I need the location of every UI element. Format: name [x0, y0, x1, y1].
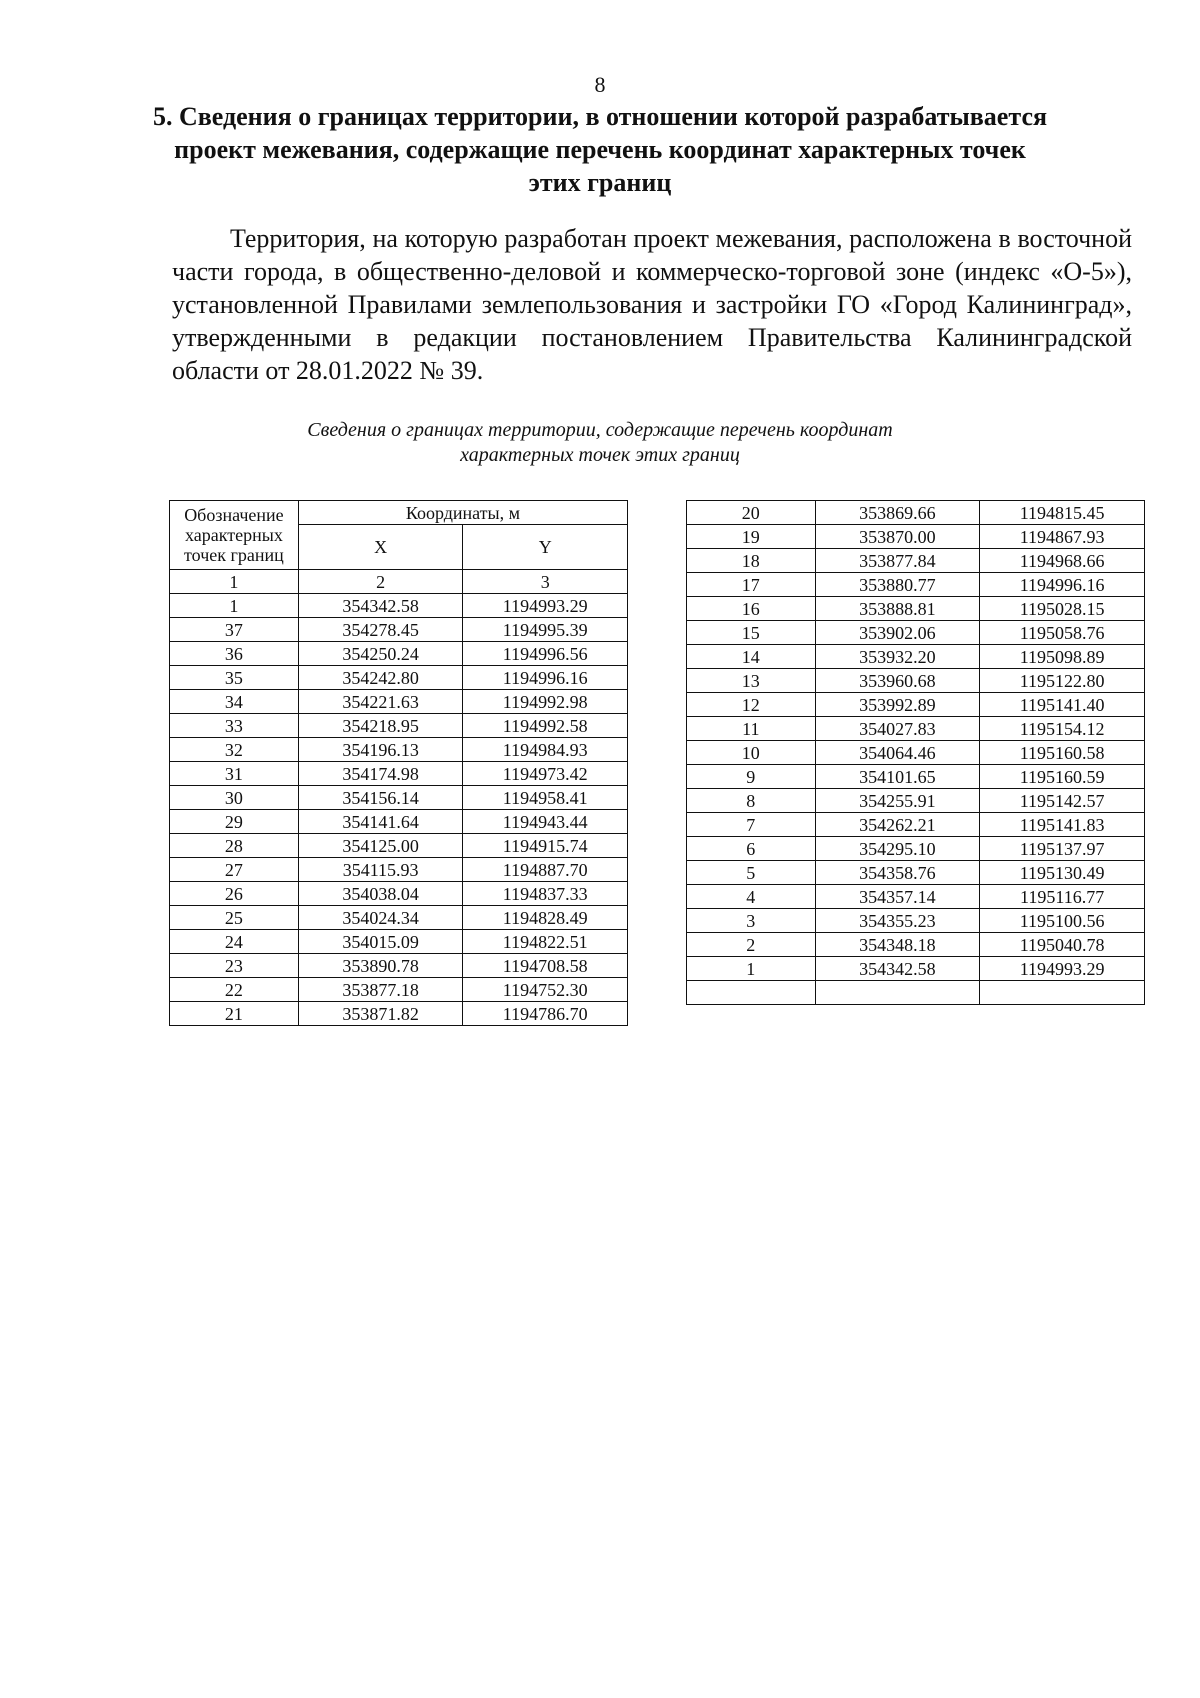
cell-x: 354024.34	[298, 906, 463, 930]
table-row	[170, 690, 628, 714]
cell-point: 24	[170, 930, 299, 954]
cell-y: 1194828.49	[463, 906, 628, 930]
cell-x: 353890.78	[298, 954, 463, 978]
coordinates-table-left	[169, 500, 628, 1026]
cell-y: 1194943.44	[463, 810, 628, 834]
cell-point: 15	[687, 621, 816, 645]
table-row	[170, 642, 628, 666]
cell-point: 35	[170, 666, 299, 690]
cell-y	[980, 981, 1145, 1005]
caption-line-1: Сведения о границах территории, содержащие перечень координат	[307, 419, 893, 441]
table-row	[687, 597, 1145, 621]
section-heading: 5. Сведения о границах территории, в отношении которой разрабатывается проект межевания, содержащие перечень координат характерных точек этих границ	[152, 102, 1048, 197]
table-row	[687, 885, 1145, 909]
page-number: 8	[594, 72, 606, 97]
cell-x: 354242.80	[298, 666, 463, 690]
cell-x: 353888.81	[815, 597, 980, 621]
table-header-row	[170, 501, 628, 525]
cell-y: 1194973.42	[463, 762, 628, 786]
section-number: 5	[152, 102, 166, 131]
cell-x: 353992.89	[815, 693, 980, 717]
table-row	[687, 789, 1145, 813]
cell-x: 354221.63	[298, 690, 463, 714]
cell-x: 354027.83	[815, 717, 980, 741]
cell-point: 34	[170, 690, 299, 714]
table-row	[170, 810, 628, 834]
table-row	[687, 621, 1145, 645]
cell-point: 26	[170, 882, 299, 906]
cell-y: 1195100.56	[980, 909, 1145, 933]
cell-y: 1195142.57	[980, 789, 1145, 813]
cell-x: 354342.58	[815, 957, 980, 981]
table-row	[170, 930, 628, 954]
table-row	[687, 813, 1145, 837]
cell-y: 1195028.15	[980, 597, 1145, 621]
cell-y: 1194708.58	[463, 954, 628, 978]
caption-line-2: характерных точек этих границ	[460, 444, 740, 466]
table-row	[687, 669, 1145, 693]
cell-point: 32	[170, 738, 299, 762]
cell-y: 1195141.40	[980, 693, 1145, 717]
body-paragraph: Территория, на которую разработан проект межевания, расположена в восточной части города, в общественно-деловой и коммерческо-торговой зоне (индекс «О-5»), установленной Правилами землепользования и застройки ГО «Город Калининград», утвержденными в редакции постановлением Правительства Калининградской области от 28.01.2022 № 39.	[172, 224, 1132, 385]
table-row	[170, 714, 628, 738]
table-row	[687, 837, 1145, 861]
cell-x: 353869.66	[815, 501, 980, 525]
table-caption	[250, 418, 950, 468]
header-x: X	[298, 525, 463, 570]
table-row	[687, 861, 1145, 885]
cell-x: 354064.46	[815, 741, 980, 765]
cell-y: 1194837.33	[463, 882, 628, 906]
cell-point: 11	[687, 717, 816, 741]
cell-x: 354255.91	[815, 789, 980, 813]
cell-x	[815, 981, 980, 1005]
cell-y: 1195160.59	[980, 765, 1145, 789]
cell-y: 1194958.41	[463, 786, 628, 810]
cell-y: 1194915.74	[463, 834, 628, 858]
cell-x: 354342.58	[298, 594, 463, 618]
cell-y: 1194867.93	[980, 525, 1145, 549]
table-row	[170, 762, 628, 786]
cell-x: 354115.93	[298, 858, 463, 882]
table-row	[687, 525, 1145, 549]
table-row	[687, 717, 1145, 741]
cell-x: 353932.20	[815, 645, 980, 669]
cell-y: 1195058.76	[980, 621, 1145, 645]
table-row	[687, 957, 1145, 981]
cell-y: 1195141.83	[980, 813, 1145, 837]
cell-x: 354355.23	[815, 909, 980, 933]
table-row	[687, 501, 1145, 525]
cell-y: 1194822.51	[463, 930, 628, 954]
cell-y: 1194993.29	[980, 957, 1145, 981]
header-coordinates: Координаты, м	[298, 501, 627, 525]
col-number-1: 1	[170, 570, 299, 594]
cell-x: 354174.98	[298, 762, 463, 786]
section-title: Сведения о границах территории, в отношении которой разрабатывается проект межевания, содержащие перечень координат характерных точек этих границ	[174, 102, 1048, 197]
cell-y: 1194993.29	[463, 594, 628, 618]
cell-point: 23	[170, 954, 299, 978]
header-y: Y	[463, 525, 628, 570]
cell-y: 1195137.97	[980, 837, 1145, 861]
cell-point: 21	[170, 1002, 299, 1026]
cell-point: 17	[687, 573, 816, 597]
cell-point: 5	[687, 861, 816, 885]
cell-x: 354250.24	[298, 642, 463, 666]
cell-x: 354295.10	[815, 837, 980, 861]
cell-point: 1	[170, 594, 299, 618]
table-row	[687, 909, 1145, 933]
cell-point: 25	[170, 906, 299, 930]
cell-y: 1194968.66	[980, 549, 1145, 573]
table-column-numbers	[170, 570, 628, 594]
table-row	[687, 549, 1145, 573]
cell-x: 354156.14	[298, 786, 463, 810]
table-row	[170, 906, 628, 930]
table-row	[687, 981, 1145, 1005]
table-row	[687, 765, 1145, 789]
cell-x: 353877.84	[815, 549, 980, 573]
cell-x: 354141.64	[298, 810, 463, 834]
table-row	[170, 618, 628, 642]
cell-point: 33	[170, 714, 299, 738]
table-row	[687, 741, 1145, 765]
cell-x: 354196.13	[298, 738, 463, 762]
cell-point	[687, 981, 816, 1005]
cell-x: 353902.06	[815, 621, 980, 645]
table-row	[170, 786, 628, 810]
cell-point: 31	[170, 762, 299, 786]
table-row	[170, 666, 628, 690]
cell-x: 353870.00	[815, 525, 980, 549]
cell-y: 1194992.58	[463, 714, 628, 738]
table-row	[170, 882, 628, 906]
cell-x: 354038.04	[298, 882, 463, 906]
cell-x: 353960.68	[815, 669, 980, 693]
cell-x: 354358.76	[815, 861, 980, 885]
cell-y: 1195122.80	[980, 669, 1145, 693]
cell-y: 1194984.93	[463, 738, 628, 762]
cell-point: 3	[687, 909, 816, 933]
table-row	[170, 834, 628, 858]
cell-point: 36	[170, 642, 299, 666]
cell-x: 354348.18	[815, 933, 980, 957]
table-row	[170, 738, 628, 762]
cell-y: 1194887.70	[463, 858, 628, 882]
cell-y: 1194995.39	[463, 618, 628, 642]
cell-x: 354218.95	[298, 714, 463, 738]
cell-point: 28	[170, 834, 299, 858]
cell-point: 4	[687, 885, 816, 909]
cell-point: 12	[687, 693, 816, 717]
cell-x: 353871.82	[298, 1002, 463, 1026]
table-row	[687, 693, 1145, 717]
cell-point: 2	[687, 933, 816, 957]
cell-point: 10	[687, 741, 816, 765]
cell-point: 22	[170, 978, 299, 1002]
col-number-3: 3	[463, 570, 628, 594]
coordinates-table-right	[686, 500, 1145, 1005]
header-point-label: Обозначение характерных точек границ	[170, 501, 299, 570]
table-row	[687, 933, 1145, 957]
cell-x: 353880.77	[815, 573, 980, 597]
table-row	[687, 573, 1145, 597]
cell-point: 16	[687, 597, 816, 621]
cell-point: 7	[687, 813, 816, 837]
cell-point: 30	[170, 786, 299, 810]
table-row	[687, 645, 1145, 669]
cell-point: 27	[170, 858, 299, 882]
cell-y: 1194752.30	[463, 978, 628, 1002]
cell-y: 1194786.70	[463, 1002, 628, 1026]
cell-y: 1195098.89	[980, 645, 1145, 669]
cell-x: 354015.09	[298, 930, 463, 954]
cell-point: 19	[687, 525, 816, 549]
cell-point: 18	[687, 549, 816, 573]
cell-y: 1194996.16	[980, 573, 1145, 597]
col-number-2: 2	[298, 570, 463, 594]
cell-point: 37	[170, 618, 299, 642]
cell-x: 353877.18	[298, 978, 463, 1002]
cell-point: 29	[170, 810, 299, 834]
cell-x: 354101.65	[815, 765, 980, 789]
cell-y: 1195116.77	[980, 885, 1145, 909]
table-row	[170, 1002, 628, 1026]
cell-y: 1195130.49	[980, 861, 1145, 885]
cell-x: 354262.21	[815, 813, 980, 837]
cell-y: 1194992.98	[463, 690, 628, 714]
cell-point: 20	[687, 501, 816, 525]
cell-x: 354278.45	[298, 618, 463, 642]
cell-y: 1194996.16	[463, 666, 628, 690]
cell-point: 6	[687, 837, 816, 861]
cell-point: 14	[687, 645, 816, 669]
cell-point: 13	[687, 669, 816, 693]
table-row	[170, 594, 628, 618]
cell-x: 354125.00	[298, 834, 463, 858]
cell-y: 1194815.45	[980, 501, 1145, 525]
table-row	[170, 978, 628, 1002]
cell-y: 1195154.12	[980, 717, 1145, 741]
cell-y: 1195040.78	[980, 933, 1145, 957]
cell-point: 9	[687, 765, 816, 789]
cell-y: 1195160.58	[980, 741, 1145, 765]
table-row	[170, 954, 628, 978]
table-row	[170, 858, 628, 882]
cell-y: 1194996.56	[463, 642, 628, 666]
cell-point: 8	[687, 789, 816, 813]
cell-x: 354357.14	[815, 885, 980, 909]
cell-point: 1	[687, 957, 816, 981]
